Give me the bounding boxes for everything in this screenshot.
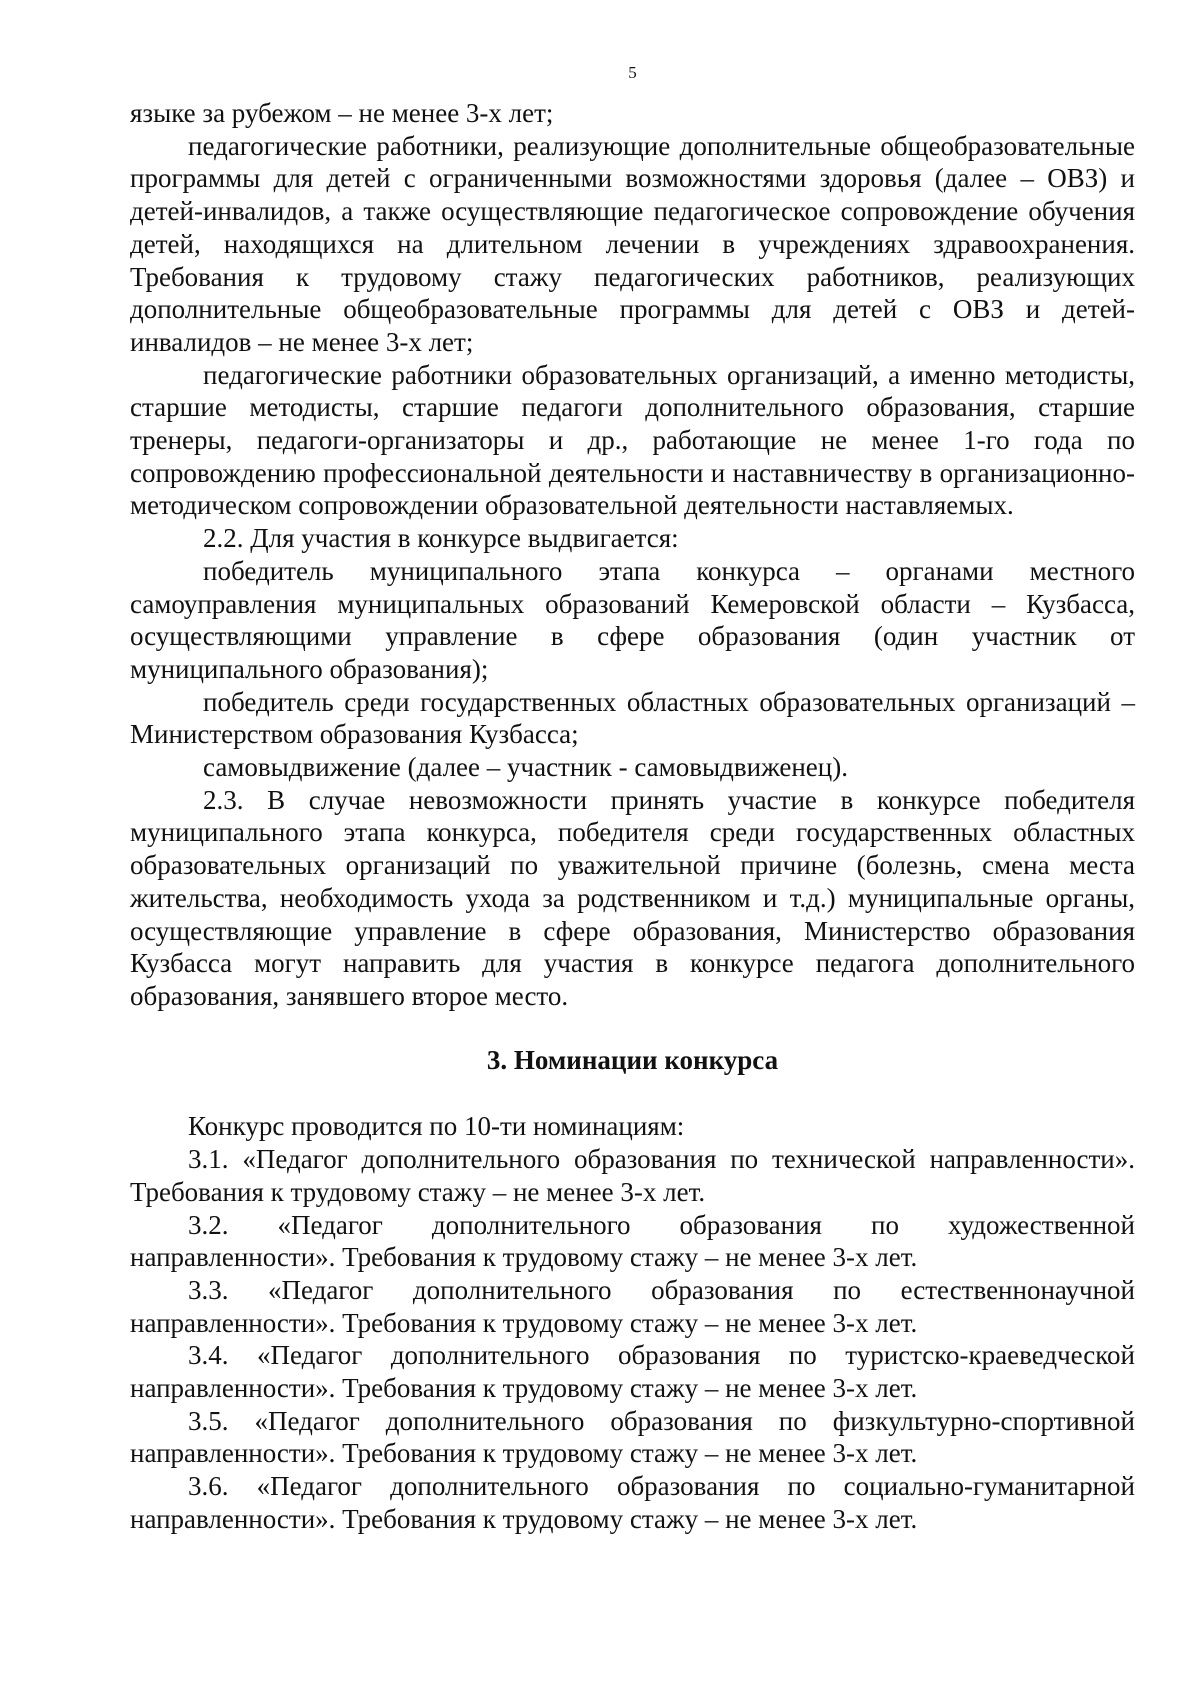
page-number: 5 [628, 63, 637, 82]
section-3-body [130, 1110, 1135, 1535]
paragraph-methodists: педагогические работники образовательных организаций, а именно методисты, старшие методисты, старшие педагоги дополнительного образования, старшие тренеры, педагоги-организаторы и др., работающие не менее 1-го года по сопровождению профессиональной деятельности и наставничеству в организационно-методическом сопровождении образовательной деятельности наставляемых. [130, 359, 1135, 521]
nomination-item: 3.3. «Педагог дополнительного образования по естественнонаучной направленности». Требования к трудовому стажу – не менее 3-х лет. [130, 1274, 1135, 1338]
section-2-body [130, 97, 1135, 1013]
paragraph-municipal-winner: победитель муниципального этапа конкурса – органами местного самоуправления муниципальных образований Кемеровской области – Кузбасса, осуществляющими управление в сфере образования (один участник от муниципального образования); [130, 555, 1135, 684]
paragraph-2-3: 2.3. В случае невозможности принять участие в конкурсе победителя муниципального этапа конкурса, победителя среди государственных областных образовательных организаций по уважительной причине (болезнь, смена места жительства, необходимость ухода за родственником и т.д.) муниципальные органы, осуществляющие управление в сфере образования, Министерство образования Кузбасса могут направить для участия в конкурсе педагога дополнительного образования, занявшего второе место. [130, 784, 1135, 1011]
paragraph-self-nomination: самовыдвижение (далее – участник - самовыдвиженец). [203, 752, 848, 783]
nomination-item: 3.2. «Педагог дополнительного образования по художественной направленности». Требования к трудовому стажу – не менее 3-х лет. [130, 1209, 1135, 1273]
nomination-item: 3.1. «Педагог дополнительного образования по технической направленности». Требования к трудовому стажу – не менее 3-х лет. [130, 1144, 1135, 1207]
nomination-item: 3.6. «Педагог дополнительного образования по социально-гуманитарной направленности». Требования к трудовому стажу – не менее 3-х лет. [130, 1471, 1135, 1534]
paragraph-2-2: 2.2. Для участия в конкурсе выдвигается: [203, 523, 679, 554]
paragraph-regional-winner: победитель среди государственных областных образовательных организаций – Министерством образования Кузбасса; [130, 686, 1135, 750]
nomination-item: 3.4. «Педагог дополнительного образования по туристско-краеведческой направленности». Требования к трудовому стажу – не менее 3-х лет. [130, 1340, 1135, 1404]
paragraph-continuation: языке за рубежом – не менее 3-х лет; [130, 98, 554, 128]
section-heading: 3. Номинации конкурса [486, 1044, 779, 1075]
paragraph-ovz-teachers: педагогические работники, реализующие дополнительные общеобразовательные программы для детей с ограниченными возможностями здоровья (далее – ОВЗ) и детей-инвалидов, а также осуществляющие педагогическое сопровождение обучения детей, находящихся на длительном лечении в учреждениях здравоохранения. Требования к трудовому стажу педагогических работников, реализующих дополнительные общеобразовательные программы для детей с ОВЗ и детей-инвалидов – не менее 3-х лет; [130, 130, 1135, 357]
paragraph-nominations-intro: Конкурс проводится по 10-ти номинациям: [188, 1111, 685, 1142]
nomination-item: 3.5. «Педагог дополнительного образования по физкультурно-спортивной направленности». Требования к трудовому стажу – не менее 3-х лет. [130, 1405, 1135, 1469]
